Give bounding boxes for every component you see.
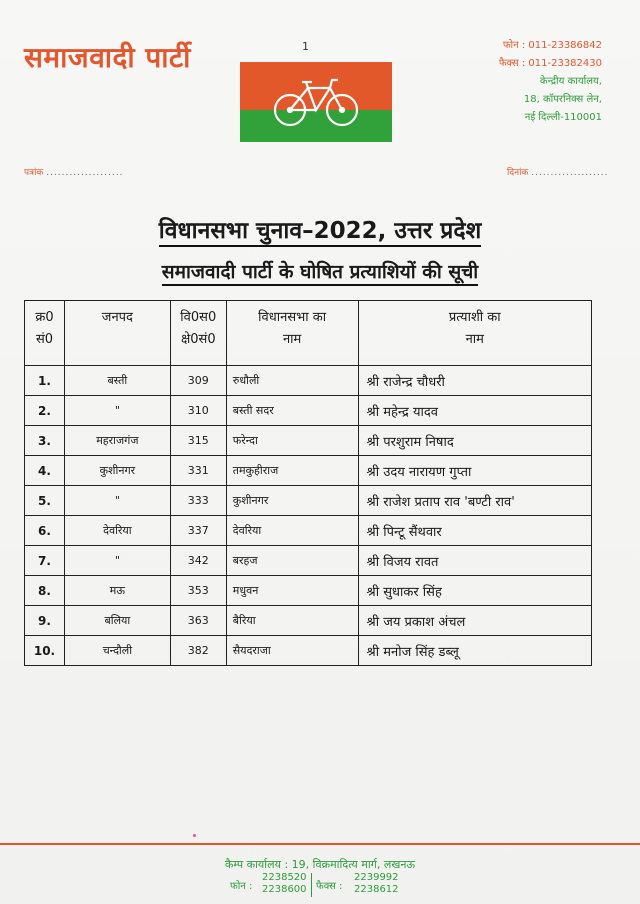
fax-text: फैक्स : 011-23382430 [498, 58, 602, 69]
date-field [507, 165, 608, 178]
candidate-name: श्री विजय रावत [358, 546, 591, 576]
serial-number: 10. [25, 636, 65, 666]
header-candidate-line1: प्रत्याशी का [448, 310, 501, 325]
constituency-name: मधुवन [226, 576, 358, 606]
table-row [25, 516, 592, 546]
serial-number: 7. [25, 546, 65, 576]
footer-fax-1: 2239992 [354, 872, 399, 883]
header-serial [25, 301, 65, 366]
candidate-name: श्री जय प्रकाश अंचल [358, 606, 591, 636]
candidate-name: श्री उदय नारायण गुप्ता [358, 456, 591, 486]
constituency-name: कुशीनगर [226, 486, 358, 516]
candidate-name: श्री पिन्टू सैंथवार [358, 516, 591, 546]
constituency-name: सैयदराजा [226, 636, 358, 666]
footer-divider [0, 843, 640, 845]
reference-label: पत्रांक [24, 168, 44, 178]
header-district-text: जनपद [101, 310, 133, 325]
footer-fax-numbers [354, 872, 399, 896]
header-code-line2: क्षे0सं0 [180, 332, 216, 347]
district: बलिया [64, 606, 170, 636]
date-dots: .................... [531, 168, 609, 178]
serial-number: 6. [25, 516, 65, 546]
footer-phone-numbers [262, 872, 307, 896]
reference-dots: .................... [46, 168, 124, 178]
party-name: समाजवादी पार्टी [24, 41, 191, 74]
constituency-name: बैरिया [226, 606, 358, 636]
constituency-code: 342 [170, 546, 226, 576]
footer-fax-label: फैक्स : [316, 881, 343, 892]
header-constituency-name [226, 301, 358, 366]
district: महराजगंज [64, 426, 170, 456]
candidate-name: श्री परशुराम निषाद [358, 426, 591, 456]
constituency-code: 382 [170, 636, 226, 666]
document-title [0, 213, 640, 245]
serial-number: 4. [25, 456, 65, 486]
footer-address: कैम्प कार्यालय : 19, विक्रमादित्य मार्ग, लखनऊ [224, 858, 416, 871]
district: कुशीनगर [64, 456, 170, 486]
candidate-name: श्री सुधाकर सिंह [358, 576, 591, 606]
footer-phone-2: 2238600 [262, 884, 307, 895]
district: चन्दौली [64, 636, 170, 666]
header-code-line1: वि0स0 [180, 310, 217, 325]
serial-number: 9. [25, 606, 65, 636]
header-constituency-line2: नाम [282, 332, 302, 347]
constituency-name: बरहज [226, 546, 358, 576]
footer-phone-divider [311, 873, 312, 897]
party-flag-bicycle-icon [240, 62, 392, 142]
footer-phone-1: 2238520 [262, 872, 307, 883]
table-row [25, 636, 592, 666]
serial-number: 5. [25, 486, 65, 516]
constituency-name: बस्ती सदर [226, 396, 358, 426]
constituency-code: 331 [170, 456, 226, 486]
bicycle-icon [272, 74, 362, 130]
header-serial-line2: सं0 [35, 332, 54, 347]
constituency-code: 309 [170, 366, 226, 396]
document-subtitle-text: समाजवादी पार्टी के घोषित प्रत्याशियों की सूची [162, 261, 478, 286]
page-number: 1 [302, 40, 309, 53]
table-row [25, 486, 592, 516]
serial-number: 2. [25, 396, 65, 426]
constituency-code: 333 [170, 486, 226, 516]
constituency-name: फरेन्दा [226, 426, 358, 456]
office-line-1: केन्द्रीय कार्यालय, [539, 76, 602, 87]
candidate-name: श्री राजेन्द्र चौधरी [358, 366, 591, 396]
document-title-text: विधानसभा चुनाव–2022, उत्तर प्रदेश [159, 218, 482, 247]
district: बस्ती [64, 366, 170, 396]
constituency-code: 310 [170, 396, 226, 426]
stray-mark [193, 834, 196, 837]
document-subtitle [0, 258, 640, 284]
candidate-name: श्री महेन्द्र यादव [358, 396, 591, 426]
district: देवरिया [64, 516, 170, 546]
table-row [25, 426, 592, 456]
footer-phone-label: फोन : [230, 881, 253, 892]
constituency-code: 353 [170, 576, 226, 606]
header-serial-line1: क्र0 [35, 310, 54, 325]
candidate-name: श्री राजेश प्रताप राव 'बण्टी राव' [358, 486, 591, 516]
district: " [64, 396, 170, 426]
district: " [64, 486, 170, 516]
office-line-3: नई दिल्ली-110001 [524, 112, 602, 123]
district: " [64, 546, 170, 576]
table-row [25, 576, 592, 606]
header-constituency-code [170, 301, 226, 366]
reference-field [24, 165, 123, 178]
header-candidate-name [358, 301, 591, 366]
constituency-name: देवरिया [226, 516, 358, 546]
constituency-code: 337 [170, 516, 226, 546]
table-header-row [25, 301, 592, 366]
table-row [25, 606, 592, 636]
footer-fax-2: 2238612 [354, 884, 399, 895]
table-row [25, 456, 592, 486]
serial-number: 8. [25, 576, 65, 606]
table-row [25, 396, 592, 426]
table-row [25, 366, 592, 396]
serial-number: 3. [25, 426, 65, 456]
date-label: दिनांक [507, 168, 529, 178]
candidate-table [24, 300, 592, 666]
constituency-code: 363 [170, 606, 226, 636]
constituency-name: रुधौली [226, 366, 358, 396]
constituency-name: तमकुहीराज [226, 456, 358, 486]
office-line-2: 18, कॉपरनिक्स लेन, [523, 94, 602, 105]
constituency-code: 315 [170, 426, 226, 456]
candidate-name: श्री मनोज सिंह डब्लू [358, 636, 591, 666]
header-district [64, 301, 170, 366]
header-candidate-line2: नाम [465, 332, 484, 347]
header-constituency-line1: विधानसभा का [258, 310, 327, 325]
contact-block [499, 37, 602, 127]
serial-number: 1. [25, 366, 65, 396]
district: मऊ [64, 576, 170, 606]
phone-text: फोन : 011-23386842 [502, 40, 602, 51]
table-row [25, 546, 592, 576]
